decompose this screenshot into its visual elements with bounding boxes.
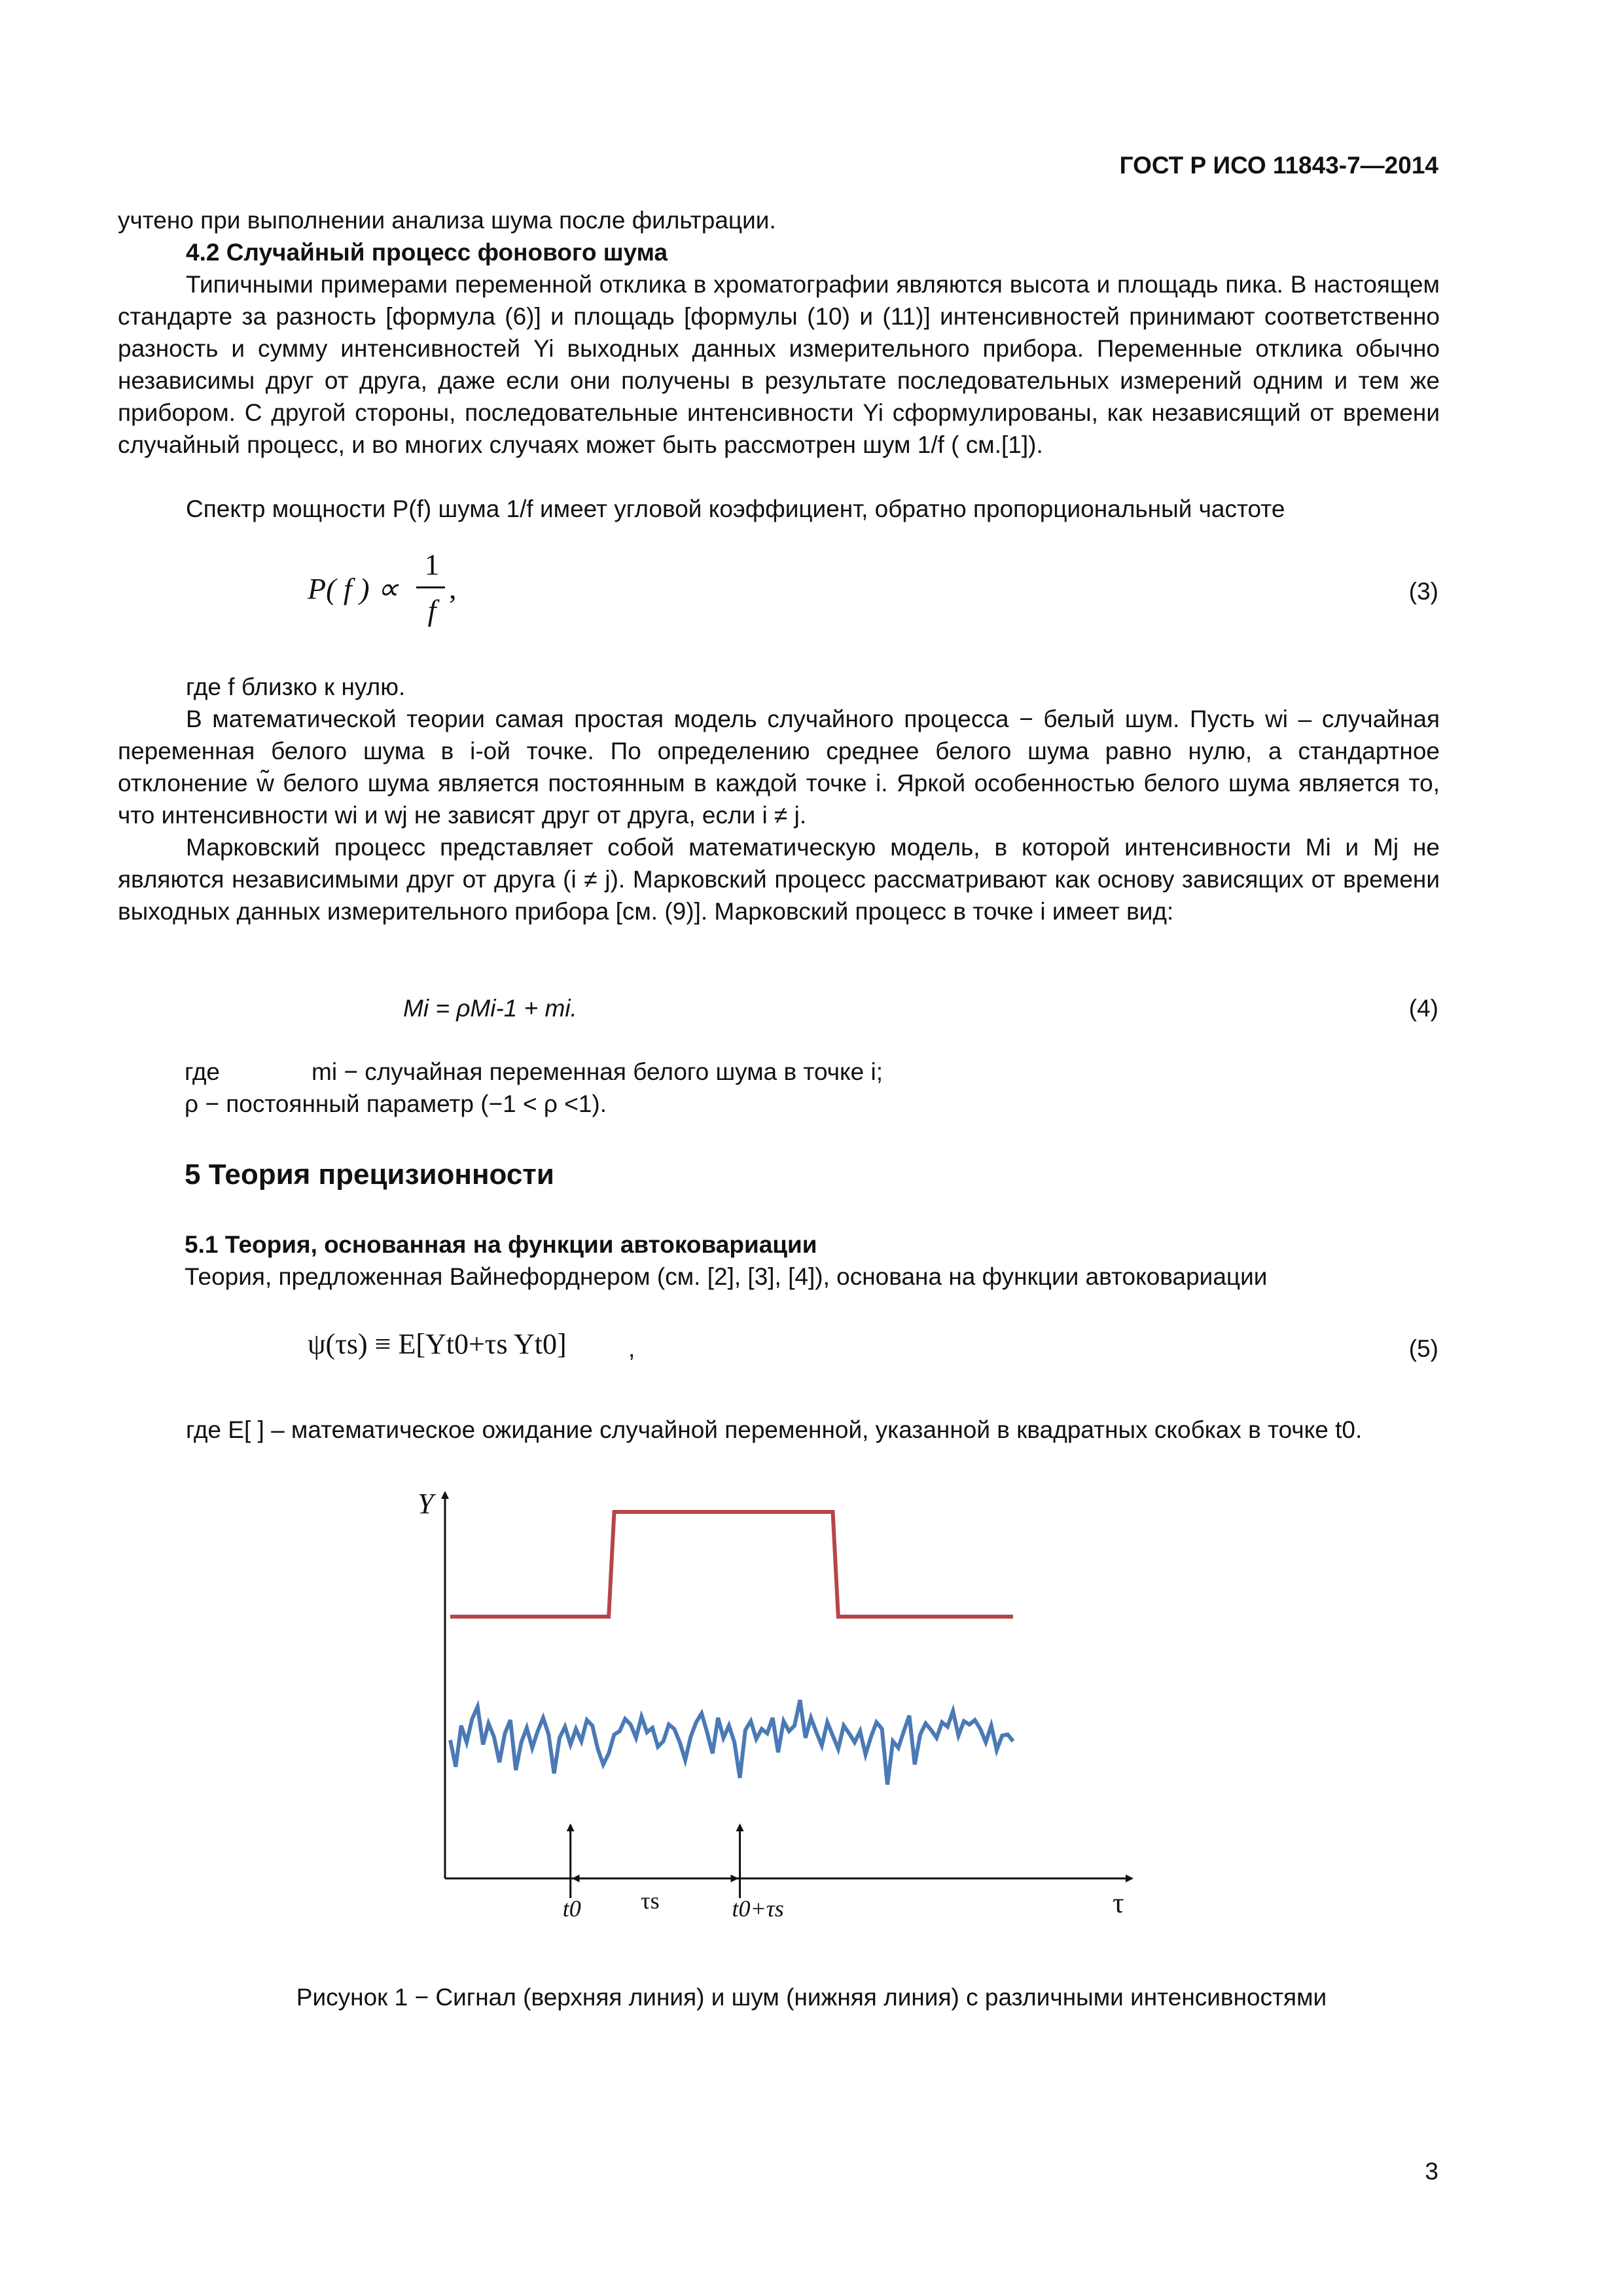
interval-label: τs xyxy=(641,1888,660,1914)
section-4-2-paragraph-2: Спектр мощности P(f) шума 1/f имеет угловой коэффициент, обратно пропорциональный частоте xyxy=(186,495,1285,522)
figure-1-chart xyxy=(406,1479,1191,1924)
section-5-heading: 5 Теория прецизионности xyxy=(185,1158,554,1191)
formula-3-tail: , xyxy=(449,571,457,605)
section-5-1-heading: 5.1 Теория, основанная на функции автоковариации xyxy=(185,1231,817,1258)
section-4-2-paragraph-3: В математической теории самая простая модель случайного процесса − белый шум. Пусть wi – случайная переменная белого шума в i-ой точке. По определению среднее белого шума равно нулю, а стандартное отклонение w̃ белого шума является постоянным в каждой точке i. Яркой особенностью белого шума является то, что интенсивности wi и wj не зависят друг от друга, если i ≠ j. xyxy=(118,706,1440,829)
formula-4-where-line-1: mi − случайная переменная белого шума в точке i; xyxy=(312,1058,883,1085)
formula-5: ψ(τs) ≡ E[Yt0+τs Yt0] xyxy=(308,1328,567,1360)
formula-4-where-label: где xyxy=(185,1058,221,1085)
formula-3-denominator: f xyxy=(427,594,437,627)
marker-label-1: t0 xyxy=(562,1895,581,1922)
signal-line xyxy=(450,1512,1013,1617)
formula-4: Mi = ρMi-1 + mi. xyxy=(403,995,577,1022)
page-number: 3 xyxy=(1425,2158,1438,2185)
formula-3-where: где f близко к нулю. xyxy=(186,673,406,700)
figure-1-caption: Рисунок 1 − Сигнал (верхняя линия) и шум (нижняя линия) с различными интенсивностями xyxy=(296,1984,1327,2011)
formula-5-number: (5) xyxy=(1408,1335,1438,1362)
formula-5-where: где E[ ] – математическое ожидание случайной переменной, указанной в квадратных скобках в точке t0. xyxy=(186,1416,1363,1443)
formula-3 xyxy=(308,571,399,606)
intro-line: учтено при выполнении анализа шума после фильтрации. xyxy=(118,207,776,234)
y-axis-label: Y xyxy=(418,1488,434,1520)
formula-5-tail: , xyxy=(628,1335,635,1362)
document-code-header: ГОСТ Р ИСО 11843-7—2014 xyxy=(1119,152,1438,179)
section-4-2-paragraph-4: Марковский процесс представляет собой математическую модель, в которой интенсивности Mi и Mj не являются независимыми друг от друга (i ≠ j). Марковский процесс рассматривают как основу зависящих от времени выходных данных измерительного прибора [см. (9)]. Марковский процесс в точке i имеет вид: xyxy=(118,834,1440,925)
formula-4-where-line-2: ρ − постоянный параметр (−1 < ρ <1). xyxy=(185,1090,607,1117)
marker-label-2: t0+τs xyxy=(732,1895,784,1922)
formula-3-numerator: 1 xyxy=(424,548,440,581)
x-axis-label: τ xyxy=(1113,1887,1124,1919)
section-4-2-heading: 4.2 Случайный процесс фонового шума xyxy=(186,239,668,266)
section-4-2-paragraph-1: Типичными примерами переменной отклика в хроматографии являются высота и площадь пика. В настоящем стандарте за разность [формула (6)] и площадь [формулы (10) и (11)] интенсивностей принимают соответственно разность и сумму интенсивностей Yi выходных данных измерительного прибора. Переменные отклика обычно независимы друг от друга, даже если они получены в результате последовательных измерений одним и тем же прибором. С другой стороны, последовательные интенсивности Yi сформулированы, как независящий от времени случайный процесс, и во многих случаях может быть рассмотрен шум 1/f ( см.[1]). xyxy=(118,271,1440,458)
formula-3-lhs: P( f ) ∝ xyxy=(308,572,399,605)
formula-4-number: (4) xyxy=(1408,995,1438,1022)
noise-line xyxy=(450,1700,1013,1784)
formula-3-number: (3) xyxy=(1408,578,1438,605)
section-5-1-paragraph-1: Теория, предложенная Вайнефорднером (см. [2], [3], [4]), основана на функции автоковариации xyxy=(185,1263,1268,1290)
formula-3-fraction-bar xyxy=(416,586,445,588)
